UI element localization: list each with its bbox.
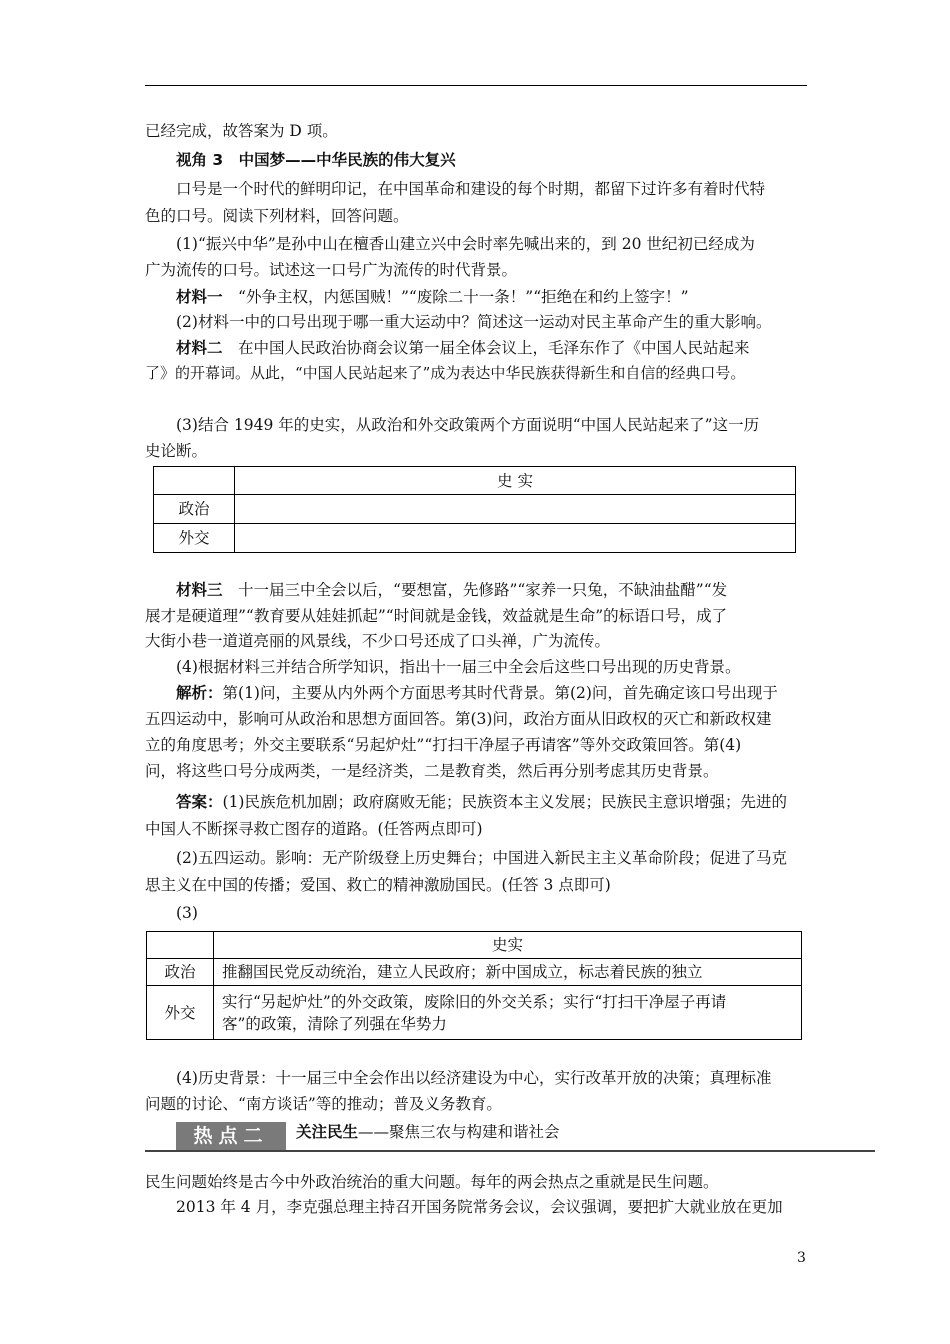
row-label-politics: 政治 (154, 495, 235, 524)
answer-cell-politics: 推翻国民党反动统治，建立人民政府；新中国成立，标志着民族的独立 (214, 959, 802, 986)
text-line: 广为流传的口号。试述这一口号广为流传的时代背景。 (145, 261, 518, 279)
text-line: (3) (176, 904, 198, 922)
material-two (176, 337, 750, 359)
text-line: 问题的讨论、“南方谈话”等的推动；普及义务教育。 (145, 1095, 502, 1113)
material-one-label: 材料一 (176, 287, 223, 306)
text-line: 立的角度思考；外交主要联系“另起炉灶”“打扫干净屋子再请客”等外交政策回答。第(4) (145, 736, 742, 754)
text-line: (4)历史背景：十一届三中全会作出以经济建设为中心，实行改革开放的决策；真理标准 (176, 1069, 772, 1087)
fact-table-answer (146, 931, 802, 1040)
hotspot-title (296, 1121, 560, 1143)
text-line: 大街小巷一道道亮丽的风景线，不少口号还成了口头禅，广为流传。 (145, 632, 611, 650)
text-line: 展才是硬道理”“教育要从娃娃抓起”“时间就是金钱，效益就是生命”的标语口号，成了 (145, 607, 728, 625)
analysis-text: 第(1)问，主要从内外两个方面思考其时代背景。第(2)问，首先确定该口号出现于 (222, 684, 778, 702)
answer-text: (1)民族危机加剧；政府腐败无能；民族资本主义发展；民族民主意识增强；先进的 (222, 793, 787, 811)
text-line: 问，将这些口号分成两类，一是经济类，二是教育类，然后再分别考虑其历史背景。 (145, 762, 719, 780)
analysis (176, 682, 778, 704)
answer-label: 答案： (176, 792, 223, 811)
text-line: 口号是一个时代的鲜明印记，在中国革命和建设的每个时期，都留下过许多有着时代特 (176, 180, 766, 198)
row-label-diplomacy: 外交 (147, 986, 214, 1040)
hotspot-rule (145, 1150, 875, 1152)
material-two-label: 材料二 (176, 338, 223, 357)
table-header: 史 实 (235, 467, 796, 495)
section-title: 视角 3 中国梦——中华民族的伟大复兴 (176, 151, 456, 169)
answer-cell-diplomacy (214, 986, 802, 1040)
text-line: (2)五四运动。影响：无产阶级登上历史舞台；中国进入新民主主义革命阶段；促进了马克 (176, 849, 787, 867)
text-line: 思主义在中国的传播；爱国、救亡的精神激励国民。(任答 3 点即可) (145, 876, 611, 894)
material-one (176, 286, 689, 308)
text-line: 史论断。 (145, 442, 208, 460)
material-three (176, 579, 727, 601)
material-two-text: 在中国人民政治协商会议第一届全体会议上，毛泽东作了《中国人民站起来 (238, 339, 750, 357)
answer-cell-diplomacy (235, 524, 796, 553)
text-line: 中国人不断探寻救亡图存的道路。(任答两点即可) (145, 820, 483, 838)
text-line: (3)结合 1949 年的史实，从政治和外交政策两个方面说明“中国人民站起来了”这一历 (176, 416, 760, 434)
text-line: (1)“振兴中华”是孙中山在檀香山建立兴中会时率先喊出来的，到 20 世纪初已经成为 (176, 235, 755, 253)
text-line: 已经完成，故答案为 D 项。 (145, 122, 338, 140)
table-header: 史实 (214, 932, 802, 959)
row-label-politics: 政治 (147, 959, 214, 986)
text-line: 色的口号。阅读下列材料，回答问题。 (145, 207, 409, 225)
hotspot-title-bold: 关注民生 (296, 1123, 359, 1141)
material-one-text: “外争主权，内惩国贼！”“废除二十一条！”“拒绝在和约上签字！” (238, 288, 689, 306)
cell-line: 实行“另起炉灶”的外交政策，废除旧的外交关系；实行“打扫干净屋子再请 (222, 992, 727, 1011)
analysis-label: 解析： (176, 683, 223, 702)
text-line: (4)根据材料三并结合所学知识，指出十一届三中全会后这些口号出现的历史背景。 (176, 658, 741, 676)
text-line: 了》的开幕词。从此，“中国人民站起来了”成为表达中华民族获得新生和自信的经典口号。 (145, 364, 746, 382)
text-line: (2)材料一中的口号出现于哪一重大运动中？简述这一运动对民主革命产生的重大影响。 (176, 313, 772, 331)
answer (176, 791, 787, 813)
page-number: 3 (797, 1250, 806, 1266)
text-line: 五四运动中，影响可从政治和思想方面回答。第(3)问，政治方面从旧政权的灭亡和新政权建 (145, 710, 772, 728)
hotspot-title-rest: ——聚焦三农与构建和谐社会 (358, 1123, 560, 1141)
material-three-text: 十一届三中全会以后，“要想富，先修路”“家养一只兔，不缺油盐醋”“发 (238, 581, 728, 599)
row-label-diplomacy: 外交 (154, 524, 235, 553)
answer-cell-politics (235, 495, 796, 524)
text-line: 2013 年 4 月，李克强总理主持召开国务院常务会议，会议强调，要把扩大就业放在更加 (176, 1198, 783, 1216)
fact-table-blank (153, 466, 796, 553)
text-line: 民生问题始终是古今中外政治统治的重大问题。每年的两会热点之重就是民生问题。 (145, 1173, 719, 1191)
material-three-label: 材料三 (176, 580, 223, 599)
cell-line: 客”的政策，清除了列强在华势力 (222, 1014, 447, 1033)
hotspot-badge: 热点二 (176, 1122, 286, 1150)
header-rule (145, 85, 807, 86)
